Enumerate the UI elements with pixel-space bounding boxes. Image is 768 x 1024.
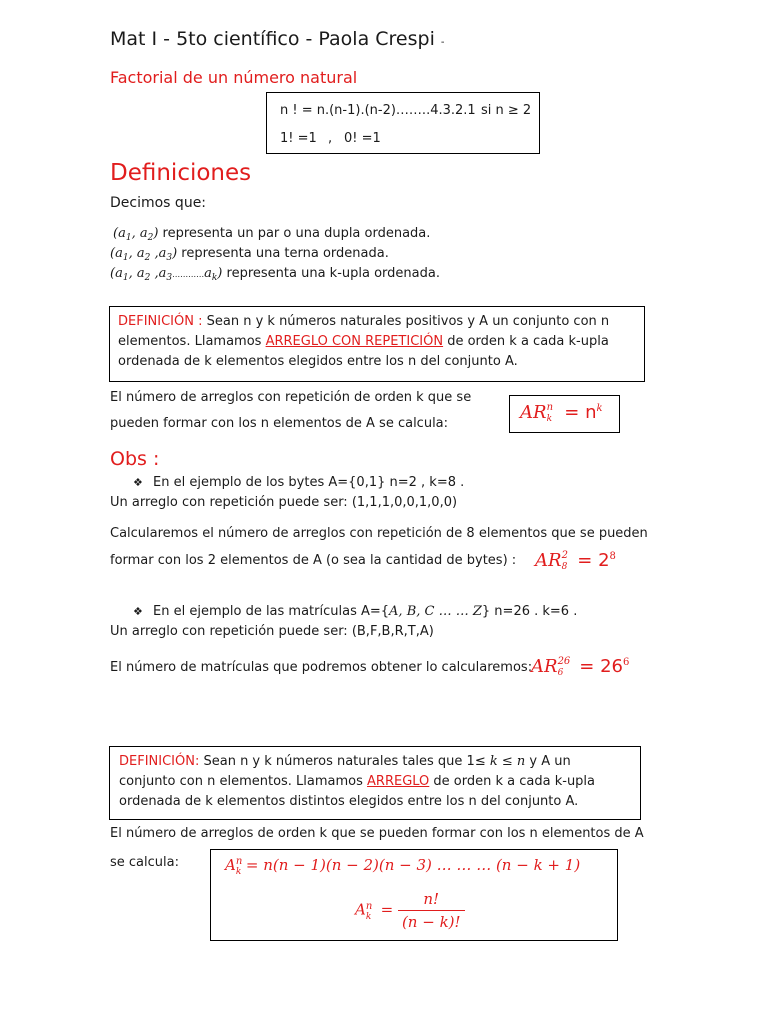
triple-text: representa una terna ordenada. xyxy=(181,246,389,261)
definition-2-line1-k: k ≤ n xyxy=(489,754,526,769)
definition-2-term: ARREGLO xyxy=(367,774,430,789)
kupla-dots: ………… xyxy=(172,270,205,279)
calc1-formula-base: AR xyxy=(520,402,547,423)
bullet-icon: ❖ xyxy=(133,605,143,618)
definition-1-label: DEFINICIÓN : xyxy=(118,314,203,329)
factorial-base-zero: 0! =1 xyxy=(344,131,381,146)
page-title xyxy=(110,28,445,50)
factorial-formula: n ! = n.(n-1).(n-2)……..4.3.2.1 xyxy=(280,103,476,118)
matriculas-line: El número de matrículas que podremos obtener lo calcularemos: xyxy=(110,660,533,675)
matriculas-formula-sup: 26 xyxy=(557,656,571,667)
example-1-line xyxy=(133,475,464,490)
arreglo-fraction-numerator: n! xyxy=(398,890,465,911)
example-2-arreglo: Un arreglo con repetición puede ser: (B,F,B,R,T,A) xyxy=(110,624,434,639)
definition-2-line1-a: Sean n y k números naturales tales que 1≤ xyxy=(199,754,490,769)
factorial-base-one: 1! =1 xyxy=(280,131,317,146)
bytes-formula-sub: 8 xyxy=(561,562,568,572)
definition-1-line1 xyxy=(118,314,609,329)
calc1-line2: pueden formar con los n elementos de A se calcula: xyxy=(110,416,449,431)
definition-1-line2 xyxy=(118,334,609,349)
bytes-calc-line2: formar con los 2 elementos de A (o sea la cantidad de bytes) : xyxy=(110,553,517,568)
matriculas-formula-base: AR xyxy=(531,656,558,677)
pair-text: representa un par o una dupla ordenada. xyxy=(162,226,431,241)
bytes-formula-sup: 2 xyxy=(561,550,568,561)
arreglo-formula-fraction: A n k = $\frac{n!}{(n - k)!}$ xyxy=(355,890,465,931)
arreglo-fraction-denominator: (n − k)! xyxy=(401,913,461,931)
example-1-text: En el ejemplo de los bytes A={0,1} n=2 , k=8 . xyxy=(153,475,465,490)
matriculas-formula xyxy=(531,656,629,677)
definition-1-line1-text: Sean n y k números naturales positivos y A un conjunto con n xyxy=(202,314,610,329)
bytes-formula-base: AR xyxy=(535,550,562,571)
example-1-arreglo: Un arreglo con repetición puede ser: (1,1,1,0,0,1,0,0) xyxy=(110,495,458,510)
definition-2-line1 xyxy=(119,754,571,769)
arreglo-formula-product-rhs: n(n − 1)(n − 2)(n − 3) … … … (n − k + 1) xyxy=(263,856,581,874)
definition-2-label: DEFINICIÓN: xyxy=(119,754,200,769)
obs-heading: Obs : xyxy=(110,448,160,470)
factorial-comma: , xyxy=(328,131,333,146)
definition-2-line1-b: y A un xyxy=(525,754,571,769)
definiciones-heading: Definiciones xyxy=(110,160,252,186)
calc2-line2: se calcula: xyxy=(110,855,179,870)
triple-tuple: ($a_1$, $a_2$ $,a_3$) xyxy=(110,246,178,263)
example-2-text-b: } n=26 . k=6 . xyxy=(481,604,578,619)
pair-line xyxy=(113,226,430,243)
definition-1-term: ARREGLO CON REPETICIÓN xyxy=(265,334,444,349)
definition-1-line2-b: de orden k a cada k-upla xyxy=(443,334,609,349)
bytes-calc-line1: Calcularemos el número de arreglos con repetición de 8 elementos que se pueden xyxy=(110,526,648,541)
title-dash: - xyxy=(440,37,445,48)
definition-2-line2-b: de orden k a cada k-upla xyxy=(429,774,596,789)
title-text: Mat I - 5to científico - Paola Crespi xyxy=(110,28,435,50)
bytes-formula xyxy=(535,550,616,571)
calc1-formula: AR n k = $n^k$ xyxy=(520,402,603,424)
factorial-heading: Factorial de un número natural xyxy=(110,68,358,87)
calc1-line1: El número de arreglos con repetición de orden k que se xyxy=(110,390,472,405)
matriculas-formula-sub: 6 xyxy=(557,668,564,678)
example-2-set: A, B, C … … Z xyxy=(389,604,482,619)
arreglo-formula-product: A n k = n(n − 1)(n − 2)(n − 3) … … … (n − k + 1) xyxy=(225,856,581,877)
kupla-line xyxy=(110,266,440,283)
factorial-box xyxy=(266,92,540,154)
bytes-formula-eq: = 2 xyxy=(571,550,610,571)
definition-1-line2-a: elementos. Llamamos xyxy=(118,334,266,349)
definition-1-line3: ordenada de k elementos elegidos entre los n del conjunto A. xyxy=(118,354,518,369)
calc1-formula-eq: = n xyxy=(558,402,597,423)
definition-2-line2 xyxy=(119,774,595,789)
definition-2-line3: ordenada de k elementos distintos elegidos entre los n del conjunto A. xyxy=(119,794,579,809)
matriculas-formula-eq: = 26 xyxy=(573,656,623,677)
arreglo-fraction xyxy=(398,890,465,931)
example-2-text-a: En el ejemplo de las matrículas A={ xyxy=(153,604,390,619)
calc2-line1: El número de arreglos de orden k que se pueden formar con los n elementos de A xyxy=(110,826,644,841)
pair-tuple: ($a_1$, $a_2$) xyxy=(113,226,159,243)
calc2-formula-box xyxy=(210,849,618,941)
factorial-condition: si n ≥ 2 xyxy=(481,103,532,118)
kupla-tuple: ($a_1$, $a_2$ $,a_3\dots\dots\dots\dots a_k$) xyxy=(110,266,223,283)
matriculas-formula-pow: 6 xyxy=(623,657,630,668)
definiciones-intro: Decimos que: xyxy=(110,195,207,211)
definition-1-box xyxy=(109,306,645,382)
triple-line xyxy=(110,246,389,263)
calc1-formula-box xyxy=(509,395,620,433)
bullet-icon: ❖ xyxy=(133,476,143,489)
definition-2-box xyxy=(109,746,641,820)
definition-2-line2-a: conjunto con n elementos. Llamamos xyxy=(119,774,368,789)
example-2-line xyxy=(133,604,577,619)
bytes-formula-pow: 8 xyxy=(609,551,616,562)
kupla-text: representa una k-upla ordenada. xyxy=(226,266,440,281)
